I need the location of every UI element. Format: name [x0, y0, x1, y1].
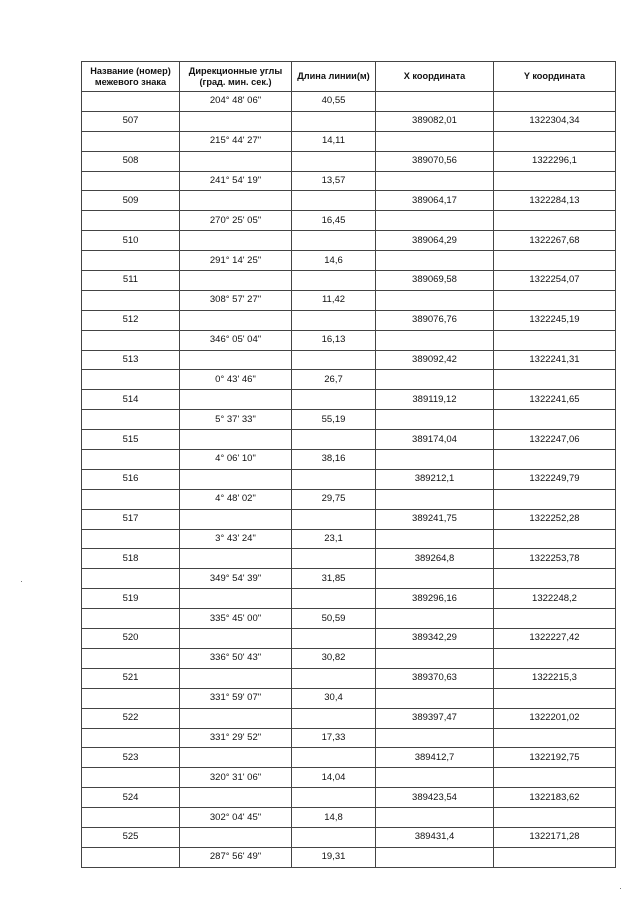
cell-marker-name — [82, 92, 180, 112]
cell-direction-angle: 308° 57' 27" — [180, 290, 292, 310]
cell-y-coordinate: 1322249,79 — [494, 469, 616, 489]
cell-x-coordinate — [376, 330, 494, 350]
cell-marker-name — [82, 290, 180, 310]
header-line-length: Длина линии(м) — [292, 62, 376, 92]
cell-marker-name: 509 — [82, 191, 180, 211]
table-row-marker — [82, 629, 616, 649]
cell-y-coordinate: 1322227,42 — [494, 629, 616, 649]
cell-marker-name — [82, 728, 180, 748]
cell-line-length — [292, 509, 376, 529]
cell-marker-name: 522 — [82, 708, 180, 728]
cell-y-coordinate — [494, 728, 616, 748]
table-row-marker — [82, 111, 616, 131]
header-row — [82, 62, 616, 92]
cell-x-coordinate: 389397,47 — [376, 708, 494, 728]
cell-line-length: 23,1 — [292, 529, 376, 549]
cell-x-coordinate: 389076,76 — [376, 310, 494, 330]
cell-y-coordinate — [494, 330, 616, 350]
cell-y-coordinate: 1322267,68 — [494, 231, 616, 251]
cell-direction-angle — [180, 231, 292, 251]
cell-x-coordinate: 389070,56 — [376, 151, 494, 171]
table-row-marker — [82, 509, 616, 529]
table-row-segment — [82, 768, 616, 788]
cell-marker-name: 512 — [82, 310, 180, 330]
table-row-segment — [82, 92, 616, 112]
cell-marker-name — [82, 489, 180, 509]
cell-line-length — [292, 191, 376, 211]
table-row-marker — [82, 430, 616, 450]
cell-y-coordinate — [494, 251, 616, 271]
cell-line-length: 50,59 — [292, 609, 376, 629]
cell-direction-angle: 346° 05' 04" — [180, 330, 292, 350]
cell-x-coordinate: 389212,1 — [376, 469, 494, 489]
cell-marker-name — [82, 529, 180, 549]
cell-line-length: 38,16 — [292, 450, 376, 470]
cell-marker-name — [82, 211, 180, 231]
cell-marker-name — [82, 251, 180, 271]
cell-line-length — [292, 350, 376, 370]
table-row-segment — [82, 688, 616, 708]
cell-direction-angle: 336° 50' 43" — [180, 648, 292, 668]
cell-line-length: 31,85 — [292, 569, 376, 589]
cell-direction-angle — [180, 350, 292, 370]
table-row-marker — [82, 231, 616, 251]
cell-x-coordinate — [376, 92, 494, 112]
cell-y-coordinate — [494, 847, 616, 867]
cell-direction-angle: 335° 45' 00" — [180, 609, 292, 629]
cell-y-coordinate: 1322241,65 — [494, 390, 616, 410]
table-row-segment — [82, 569, 616, 589]
cell-marker-name: 510 — [82, 231, 180, 251]
cell-x-coordinate: 389069,58 — [376, 271, 494, 291]
cell-marker-name: 516 — [82, 469, 180, 489]
cell-direction-angle: 287° 56' 49" — [180, 847, 292, 867]
table-row-segment — [82, 171, 616, 191]
cell-line-length: 14,8 — [292, 808, 376, 828]
scan-speck — [620, 888, 621, 889]
cell-direction-angle: 241° 54' 19" — [180, 171, 292, 191]
cell-x-coordinate — [376, 609, 494, 629]
cell-marker-name — [82, 370, 180, 390]
table-row-marker — [82, 549, 616, 569]
cell-direction-angle: 331° 59' 07" — [180, 688, 292, 708]
table-row-segment — [82, 450, 616, 470]
cell-x-coordinate: 389064,17 — [376, 191, 494, 211]
cell-direction-angle — [180, 788, 292, 808]
cell-direction-angle: 291° 14' 25" — [180, 251, 292, 271]
cell-direction-angle: 0° 43' 46" — [180, 370, 292, 390]
cell-line-length: 14,04 — [292, 768, 376, 788]
cell-marker-name — [82, 569, 180, 589]
cell-line-length — [292, 708, 376, 728]
cell-marker-name: 525 — [82, 827, 180, 847]
cell-x-coordinate: 389264,8 — [376, 549, 494, 569]
cell-direction-angle — [180, 271, 292, 291]
cell-direction-angle: 320° 31' 06" — [180, 768, 292, 788]
cell-marker-name — [82, 648, 180, 668]
cell-line-length: 13,57 — [292, 171, 376, 191]
cell-x-coordinate: 389412,7 — [376, 748, 494, 768]
cell-marker-name — [82, 808, 180, 828]
cell-line-length — [292, 111, 376, 131]
cell-y-coordinate — [494, 370, 616, 390]
cell-direction-angle — [180, 310, 292, 330]
table-row-segment — [82, 529, 616, 549]
table-row-marker — [82, 310, 616, 330]
table-row-segment — [82, 410, 616, 430]
cell-direction-angle: 215° 44' 27" — [180, 131, 292, 151]
cell-line-length — [292, 589, 376, 609]
cell-y-coordinate — [494, 290, 616, 310]
cell-line-length: 11,42 — [292, 290, 376, 310]
table-row-segment — [82, 290, 616, 310]
cell-line-length: 55,19 — [292, 410, 376, 430]
cell-x-coordinate — [376, 410, 494, 430]
header-marker-name: Название (номер) межевого знака — [82, 62, 180, 92]
cell-y-coordinate — [494, 450, 616, 470]
cell-line-length — [292, 151, 376, 171]
cell-x-coordinate — [376, 688, 494, 708]
cell-marker-name: 515 — [82, 430, 180, 450]
table-row-marker — [82, 469, 616, 489]
table-row-segment — [82, 648, 616, 668]
table-row-segment — [82, 211, 616, 231]
cell-x-coordinate — [376, 290, 494, 310]
cell-y-coordinate — [494, 171, 616, 191]
cell-marker-name — [82, 450, 180, 470]
cell-y-coordinate — [494, 688, 616, 708]
cell-marker-name: 517 — [82, 509, 180, 529]
cell-marker-name — [82, 330, 180, 350]
table-row-marker — [82, 151, 616, 171]
table-row-segment — [82, 808, 616, 828]
cell-y-coordinate: 1322215,3 — [494, 668, 616, 688]
cell-line-length: 14,6 — [292, 251, 376, 271]
cell-y-coordinate — [494, 768, 616, 788]
table-row-segment — [82, 251, 616, 271]
cell-line-length — [292, 827, 376, 847]
cell-x-coordinate — [376, 847, 494, 867]
table-body — [82, 92, 616, 868]
cell-x-coordinate — [376, 370, 494, 390]
cell-direction-angle: 3° 43' 24" — [180, 529, 292, 549]
cell-marker-name — [82, 847, 180, 867]
cell-y-coordinate: 1322253,78 — [494, 549, 616, 569]
cell-y-coordinate — [494, 529, 616, 549]
cell-y-coordinate: 1322296,1 — [494, 151, 616, 171]
cell-line-length — [292, 788, 376, 808]
table-row-segment — [82, 131, 616, 151]
cell-line-length — [292, 629, 376, 649]
coordinates-sheet — [81, 61, 615, 868]
cell-line-length: 40,55 — [292, 92, 376, 112]
cell-x-coordinate: 389092,42 — [376, 350, 494, 370]
cell-line-length — [292, 748, 376, 768]
header-x-coordinate: X координата — [376, 62, 494, 92]
cell-y-coordinate — [494, 489, 616, 509]
cell-y-coordinate: 1322201,02 — [494, 708, 616, 728]
cell-x-coordinate — [376, 808, 494, 828]
cell-direction-angle: 302° 04' 45" — [180, 808, 292, 828]
cell-y-coordinate — [494, 92, 616, 112]
cell-line-length — [292, 549, 376, 569]
header-direction-angle: Дирекционные углы (град. мин. сек.) — [180, 62, 292, 92]
cell-direction-angle: 4° 06' 10" — [180, 450, 292, 470]
cell-line-length: 14,11 — [292, 131, 376, 151]
cell-x-coordinate: 389119,12 — [376, 390, 494, 410]
cell-x-coordinate — [376, 728, 494, 748]
cell-direction-angle — [180, 708, 292, 728]
cell-direction-angle — [180, 111, 292, 131]
cell-y-coordinate: 1322247,06 — [494, 430, 616, 450]
cell-marker-name — [82, 609, 180, 629]
cell-y-coordinate: 1322304,34 — [494, 111, 616, 131]
cell-direction-angle — [180, 827, 292, 847]
cell-marker-name — [82, 410, 180, 430]
cell-x-coordinate — [376, 489, 494, 509]
table-row-marker — [82, 827, 616, 847]
cell-line-length — [292, 430, 376, 450]
cell-marker-name — [82, 131, 180, 151]
cell-marker-name — [82, 768, 180, 788]
cell-line-length: 30,82 — [292, 648, 376, 668]
cell-direction-angle — [180, 390, 292, 410]
cell-direction-angle: 5° 37' 33" — [180, 410, 292, 430]
cell-marker-name: 519 — [82, 589, 180, 609]
cell-x-coordinate: 389431,4 — [376, 827, 494, 847]
cell-x-coordinate — [376, 131, 494, 151]
cell-line-length: 30,4 — [292, 688, 376, 708]
table-row-segment — [82, 847, 616, 867]
cell-line-length — [292, 668, 376, 688]
table-row-marker — [82, 589, 616, 609]
cell-line-length — [292, 310, 376, 330]
cell-x-coordinate: 389241,75 — [376, 509, 494, 529]
cell-x-coordinate — [376, 648, 494, 668]
cell-y-coordinate: 1322183,62 — [494, 788, 616, 808]
table-row-marker — [82, 708, 616, 728]
cell-y-coordinate: 1322284,13 — [494, 191, 616, 211]
cell-y-coordinate — [494, 648, 616, 668]
cell-line-length: 19,31 — [292, 847, 376, 867]
cell-x-coordinate — [376, 251, 494, 271]
table-row-marker — [82, 350, 616, 370]
cell-line-length — [292, 390, 376, 410]
cell-direction-angle: 270° 25' 05" — [180, 211, 292, 231]
table-row-marker — [82, 271, 616, 291]
cell-direction-angle: 349° 54' 39" — [180, 569, 292, 589]
cell-line-length: 16,45 — [292, 211, 376, 231]
cell-x-coordinate: 389082,01 — [376, 111, 494, 131]
cell-direction-angle — [180, 629, 292, 649]
cell-y-coordinate: 1322254,07 — [494, 271, 616, 291]
cell-y-coordinate: 1322171,28 — [494, 827, 616, 847]
cell-x-coordinate — [376, 529, 494, 549]
cell-direction-angle: 4° 48' 02" — [180, 489, 292, 509]
cell-line-length: 29,75 — [292, 489, 376, 509]
cell-x-coordinate: 389342,29 — [376, 629, 494, 649]
table-row-segment — [82, 489, 616, 509]
cell-x-coordinate: 389296,16 — [376, 589, 494, 609]
cell-line-length: 26,7 — [292, 370, 376, 390]
cell-x-coordinate — [376, 171, 494, 191]
cell-direction-angle: 204° 48' 06" — [180, 92, 292, 112]
table-row-segment — [82, 370, 616, 390]
cell-marker-name: 523 — [82, 748, 180, 768]
scan-speck — [21, 581, 22, 582]
cell-direction-angle — [180, 549, 292, 569]
cell-y-coordinate: 1322192,75 — [494, 748, 616, 768]
cell-y-coordinate: 1322245,19 — [494, 310, 616, 330]
table-row-segment — [82, 728, 616, 748]
table-header — [82, 62, 616, 92]
table-row-segment — [82, 330, 616, 350]
cell-marker-name: 521 — [82, 668, 180, 688]
cell-x-coordinate: 389064,29 — [376, 231, 494, 251]
cell-marker-name: 513 — [82, 350, 180, 370]
cell-x-coordinate — [376, 450, 494, 470]
cell-x-coordinate: 389423,54 — [376, 788, 494, 808]
table-row-marker — [82, 748, 616, 768]
cell-y-coordinate — [494, 808, 616, 828]
table-row-marker — [82, 191, 616, 211]
cell-x-coordinate: 389174,04 — [376, 430, 494, 450]
cell-x-coordinate — [376, 211, 494, 231]
cell-line-length: 16,13 — [292, 330, 376, 350]
cell-line-length — [292, 231, 376, 251]
cell-line-length — [292, 469, 376, 489]
cell-x-coordinate — [376, 768, 494, 788]
cell-y-coordinate: 1322252,28 — [494, 509, 616, 529]
cell-y-coordinate — [494, 410, 616, 430]
table-row-marker — [82, 390, 616, 410]
table-row-segment — [82, 609, 616, 629]
cell-direction-angle — [180, 748, 292, 768]
cell-marker-name: 520 — [82, 629, 180, 649]
cell-marker-name: 508 — [82, 151, 180, 171]
cell-direction-angle — [180, 430, 292, 450]
boundary-markers-table — [81, 61, 616, 868]
cell-x-coordinate: 389370,63 — [376, 668, 494, 688]
cell-marker-name: 507 — [82, 111, 180, 131]
cell-marker-name: 514 — [82, 390, 180, 410]
cell-marker-name — [82, 688, 180, 708]
cell-line-length — [292, 271, 376, 291]
cell-line-length: 17,33 — [292, 728, 376, 748]
cell-direction-angle — [180, 469, 292, 489]
table-row-marker — [82, 668, 616, 688]
cell-y-coordinate — [494, 131, 616, 151]
cell-y-coordinate — [494, 609, 616, 629]
cell-marker-name: 518 — [82, 549, 180, 569]
cell-marker-name: 524 — [82, 788, 180, 808]
cell-y-coordinate: 1322248,2 — [494, 589, 616, 609]
cell-marker-name: 511 — [82, 271, 180, 291]
cell-direction-angle — [180, 668, 292, 688]
cell-direction-angle — [180, 589, 292, 609]
cell-direction-angle — [180, 151, 292, 171]
cell-y-coordinate — [494, 211, 616, 231]
cell-x-coordinate — [376, 569, 494, 589]
cell-marker-name — [82, 171, 180, 191]
table-row-marker — [82, 788, 616, 808]
cell-direction-angle — [180, 191, 292, 211]
cell-direction-angle — [180, 509, 292, 529]
cell-y-coordinate: 1322241,31 — [494, 350, 616, 370]
cell-y-coordinate — [494, 569, 616, 589]
header-y-coordinate: Y координата — [494, 62, 616, 92]
cell-direction-angle: 331° 29' 52" — [180, 728, 292, 748]
